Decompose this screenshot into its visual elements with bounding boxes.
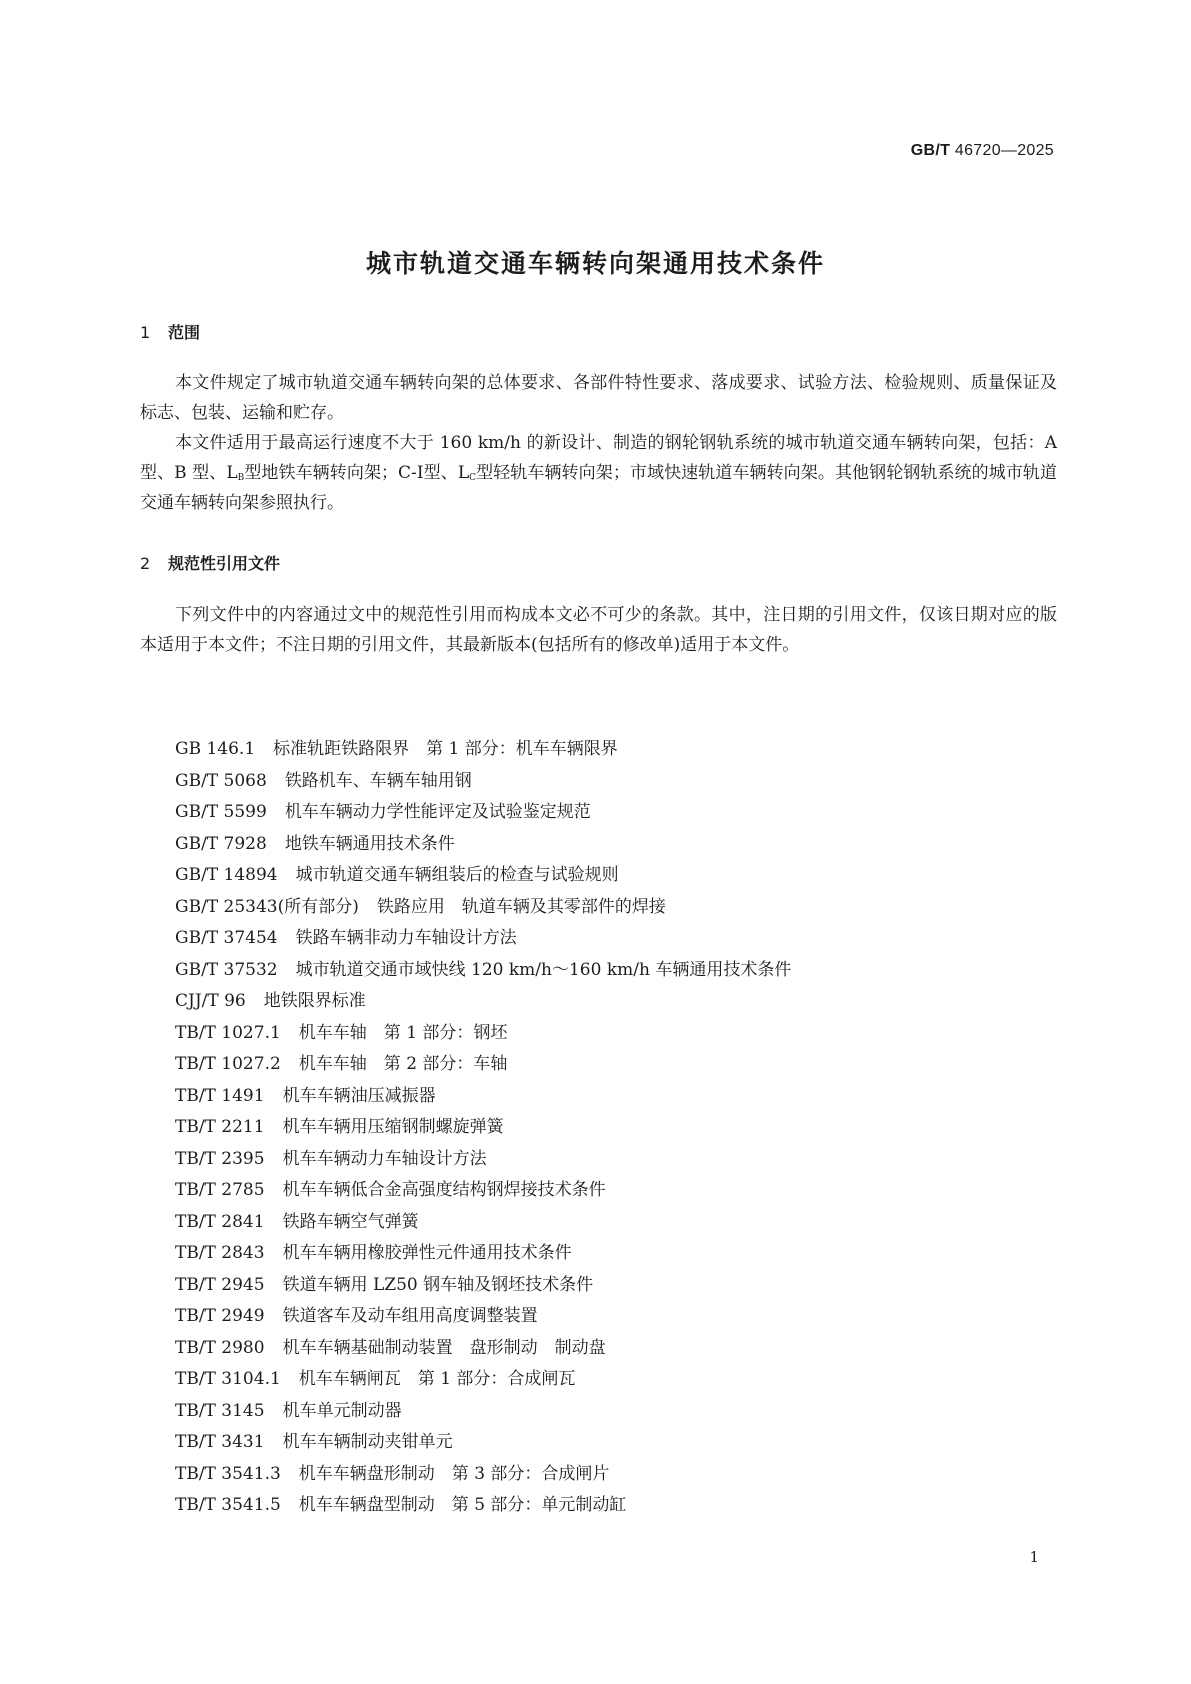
reference-code: GB/T 37532 [175,959,278,980]
reference-title: 铁路应用 轨道车辆及其零部件的焊接 [376,896,666,917]
section-1-number: 1 [140,323,151,342]
reference-title: 机车车辆动力车轴设计方法 [282,1148,487,1169]
reference-title: 地铁限界标准 [263,991,366,1011]
reference-title: 机车车辆低合金高强度结构钢焊接技术条件 [282,1180,606,1200]
reference-item [175,1144,791,1176]
reference-item [175,766,791,798]
reference-item [175,892,791,924]
reference-list [175,734,791,1522]
reference-item [175,923,791,955]
reference-code: CJJ/T 96 [175,991,246,1011]
reference-item [175,955,791,987]
subscript-c: C [469,473,477,483]
reference-title: 铁道车辆用 LZ50 钢车轴及钢坯技术条件 [282,1274,594,1295]
reference-title: 机车车辆用压缩钢制螺旋弹簧 [282,1117,504,1137]
reference-code: GB/T 7928 [175,833,267,854]
reference-title: 机车车辆油压减振器 [282,1085,436,1106]
reference-code: TB/T 3104.1 [175,1369,281,1389]
reference-title: 城市轨道交通市域快线 120 km/h～160 km/h 车辆通用技术条件 [295,959,792,980]
subscript-b: B [237,473,245,483]
reference-code: TB/T 1491 [175,1085,265,1106]
reference-item [175,1081,791,1113]
reference-item [175,797,791,829]
reference-code: TB/T 1027.2 [175,1054,281,1074]
reference-code: GB/T 14894 [175,865,278,885]
reference-code: TB/T 2785 [175,1180,265,1200]
reference-code: GB 146.1 [175,739,256,759]
reference-title: 机车单元制动器 [282,1400,402,1421]
reference-item [175,829,791,861]
reference-code: TB/T 2843 [175,1243,265,1263]
reference-item [175,734,791,766]
document-title: 城市轨道交通车辆转向架通用技术条件 [365,249,825,278]
standard-number: 46720—2025 [954,142,1054,159]
reference-item [175,1270,791,1302]
reference-code: TB/T 1027.1 [175,1022,281,1043]
scope-paragraph-2 [140,428,1057,518]
reference-title: 标准轨距铁路限界 第 1 部分：机车车辆限界 [273,739,618,759]
reference-item [175,1427,791,1459]
reference-code: TB/T 3145 [175,1400,265,1421]
scope-paragraph-2-part-1: 本文件适用于最高运行速度不大于 160 km/h 的新设计、制造的钢轮钢轨系统的城市轨道交通车辆转向架，包括：A 型、B 型、L [140,433,1057,483]
reference-title: 铁道客车及动车组用高度调整装置 [282,1306,538,1326]
reference-title: 铁路车辆空气弹簧 [282,1211,419,1232]
reference-item [175,1207,791,1239]
reference-item [175,1459,791,1491]
reference-item [175,1490,791,1522]
reference-item [175,1301,791,1333]
reference-code: TB/T 3431 [175,1432,265,1452]
reference-title: 铁路车辆非动力车轴设计方法 [295,928,517,948]
section-1-heading [140,320,200,343]
reference-item [175,1018,791,1050]
reference-title: 机车车辆盘形制动 第 3 部分：合成闸片 [298,1463,610,1484]
reference-code: TB/T 2395 [175,1148,265,1169]
reference-title: 机车车轴 第 1 部分：钢坯 [298,1022,508,1043]
standard-code [911,142,1054,160]
page-number: 1 [1029,1548,1039,1566]
reference-code: TB/T 2945 [175,1274,265,1295]
references-intro-paragraph: 下列文件中的内容通过文中的规范性引用而构成本文必不可少的条款。其中，注日期的引用文件，仅该日期对应的版本适用于本文件；不注日期的引用文件，其最新版本(包括所有的修改单)适用于本文件。 [140,605,1057,655]
reference-code: GB/T 37454 [175,928,278,948]
section-1-title: 范围 [168,323,201,342]
reference-code: TB/T 3541.5 [175,1495,281,1515]
reference-item [175,986,791,1018]
scope-paragraph-1: 本文件规定了城市轨道交通车辆转向架的总体要求、各部件特性要求、落成要求、试验方法、检验规则、质量保证及标志、包装、运输和贮存。 [140,373,1057,423]
reference-item [175,860,791,892]
reference-item [175,1333,791,1365]
reference-code: TB/T 2211 [175,1117,265,1137]
reference-item [175,1396,791,1428]
reference-title: 机车车辆闸瓦 第 1 部分：合成闸瓦 [298,1369,576,1389]
reference-title: 机车车辆动力学性能评定及试验鉴定规范 [284,802,591,822]
reference-item [175,1175,791,1207]
reference-title: 机车车辆制动夹钳单元 [282,1432,453,1452]
scope-paragraph-2-part-2: 型地铁车辆转向架；C-Ⅰ型、L [244,463,470,483]
section-2-number: 2 [140,554,151,573]
section-2-heading [140,551,280,574]
reference-title: 城市轨道交通车辆组装后的检查与试验规则 [295,865,619,885]
reference-item [175,1238,791,1270]
reference-code: GB/T 25343(所有部分) [175,896,359,917]
reference-item [175,1112,791,1144]
standard-prefix: GB/T [910,142,951,159]
reference-title: 机车车辆盘型制动 第 5 部分：单元制动缸 [298,1495,627,1515]
reference-code: TB/T 2949 [175,1306,265,1326]
reference-code: TB/T 2980 [175,1337,265,1358]
reference-item [175,1049,791,1081]
reference-item [175,1364,791,1396]
reference-title: 地铁车辆通用技术条件 [284,833,455,854]
reference-code: TB/T 3541.3 [175,1463,281,1484]
scope-paragraph-2-part-3: 型轻轨车辆转向架；市域快速轨道车辆转向架。其他钢轮钢轨系统的城市轨道交通车辆转向架参照执行。 [140,463,1057,513]
reference-code: GB/T 5068 [175,770,267,791]
section-2-title: 规范性引用文件 [168,554,281,573]
reference-title: 机车车辆基础制动装置 盘形制动 制动盘 [282,1337,606,1358]
reference-title: 机车车辆用橡胶弹性元件通用技术条件 [282,1243,572,1263]
reference-title: 机车车轴 第 2 部分：车轴 [298,1054,508,1074]
reference-code: GB/T 5599 [175,802,267,822]
reference-title: 铁路机车、车辆车轴用钢 [284,770,472,791]
reference-code: TB/T 2841 [175,1211,265,1232]
